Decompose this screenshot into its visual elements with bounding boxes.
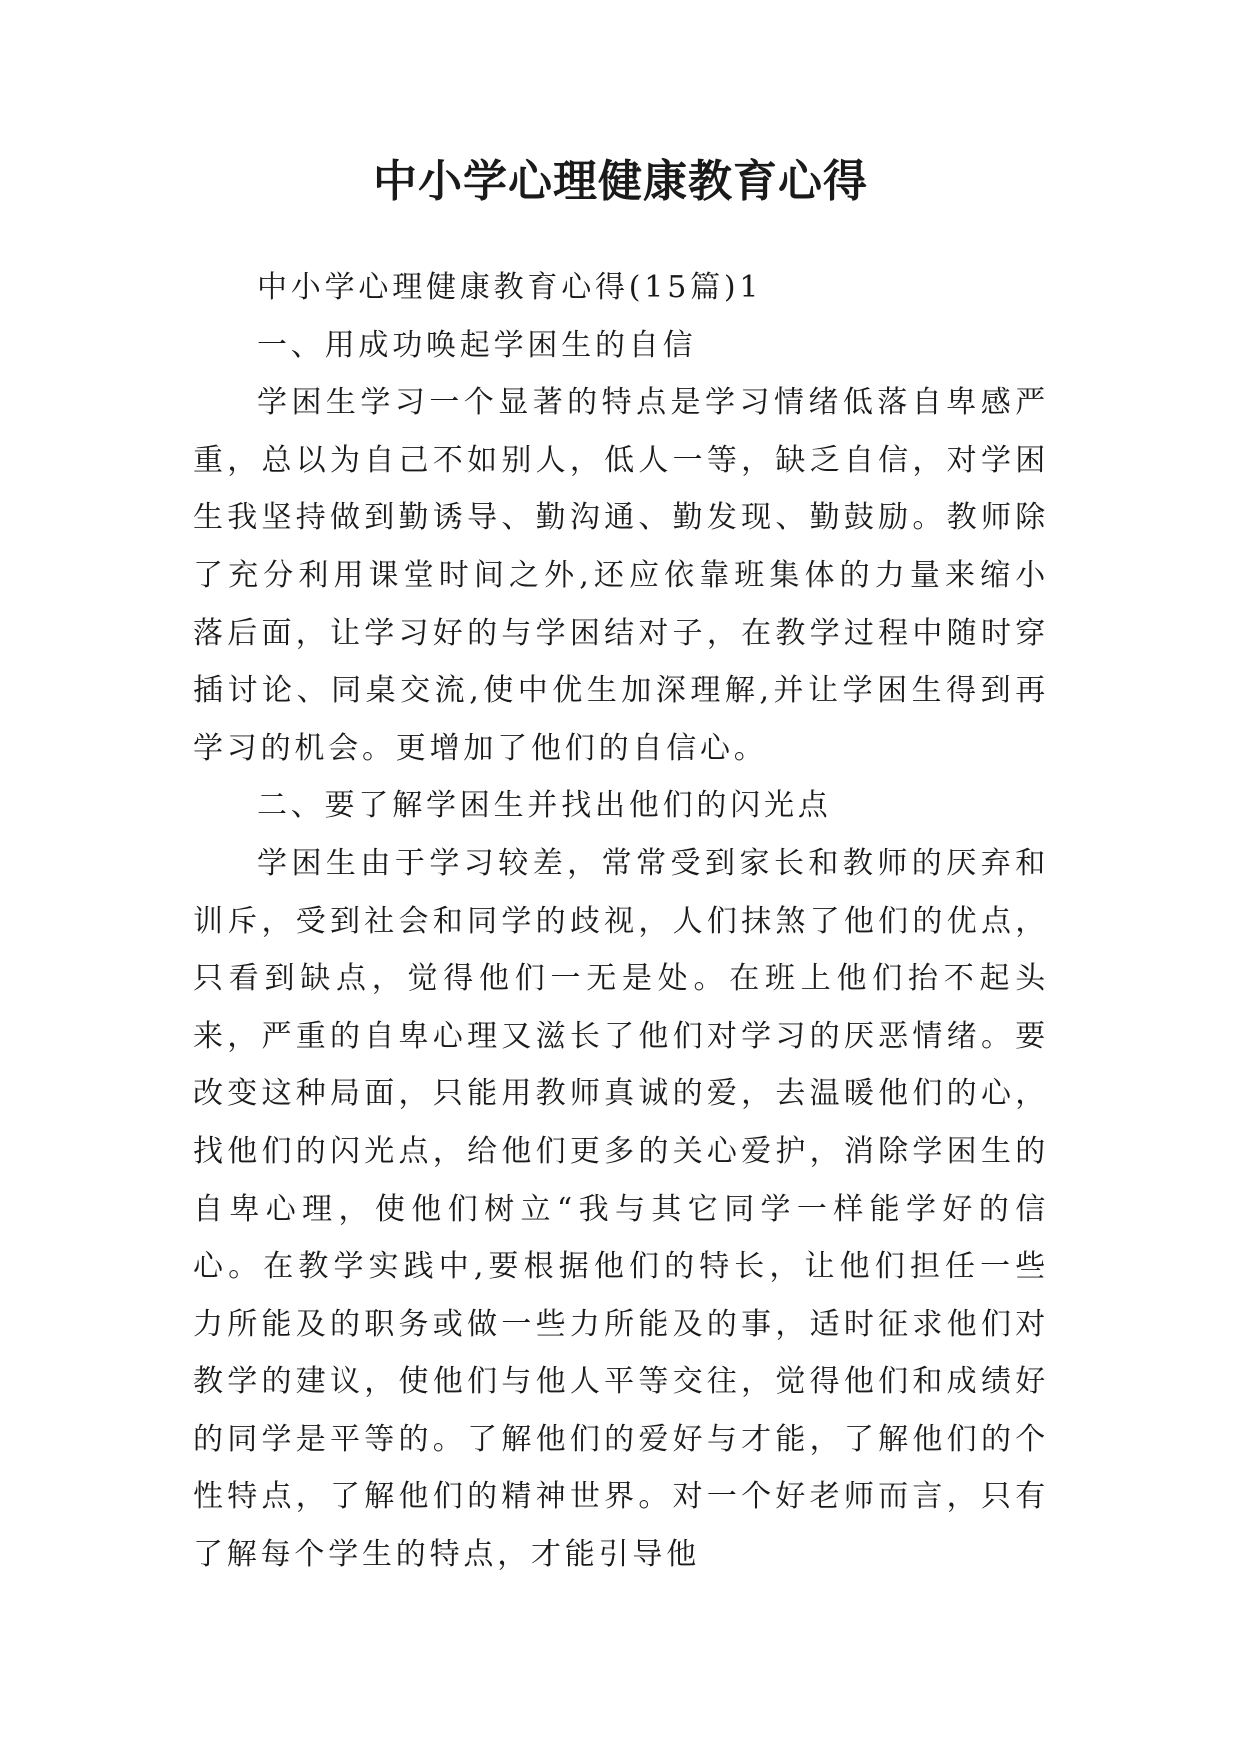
paragraph-heading-2: 二、要了解学困生并找出他们的闪光点: [257, 788, 832, 824]
paragraph-heading-1: 一、用成功唤起学困生的自信: [257, 327, 697, 363]
paragraph-subtitle: 中小学心理健康教育心得(15篇)1: [257, 270, 763, 305]
document-body: [193, 259, 1049, 1584]
paragraph-body-2: 学困生由于学习较差，常常受到家长和教师的厌弃和训斥，受到社会和同学的歧视，人们抹煞了他们的优点，只看到缺点，觉得他们一无是处。在班上他们抬不起头来，严重的自卑心理又滋长了他们对学习的厌恶情绪。要改变这种局面，只能用教师真诚的爱，去温暖他们的心，找他们的闪光点，给他们更多的关心爱护，消除学困生的自卑心理，使他们树立“我与其它同学一样能学好的信心。在教学实践中,要根据他们的特长，让他们担任一些力所能及的职务或做一些力所能及的事，适时征求他们对教学的建议，使他们与他人平等交往，觉得他们和成绩好的同学是平等的。了解他们的爱好与才能，了解他们的个性特点，了解他们的精神世界。对一个好老师而言，只有了解每个学生的特点，才能引导他: [193, 845, 1049, 1573]
document-title: 中小学心理健康教育心得: [373, 156, 868, 207]
paragraph-body-1: 学困生学习一个显著的特点是学习情绪低落自卑感严重，总以为自己不如别人，低人一等，缺乏自信，对学困生我坚持做到勤诱导、勤沟通、勤发现、勤鼓励。教师除了充分利用课堂时间之外,还应依靠班集体的力量来缩小落后面，让学习好的与学困结对子，在教学过程中随时穿插讨论、同桌交流,使中优生加深理解,并让学困生得到再学习的机会。更增加了他们的自信心。: [193, 385, 1049, 766]
